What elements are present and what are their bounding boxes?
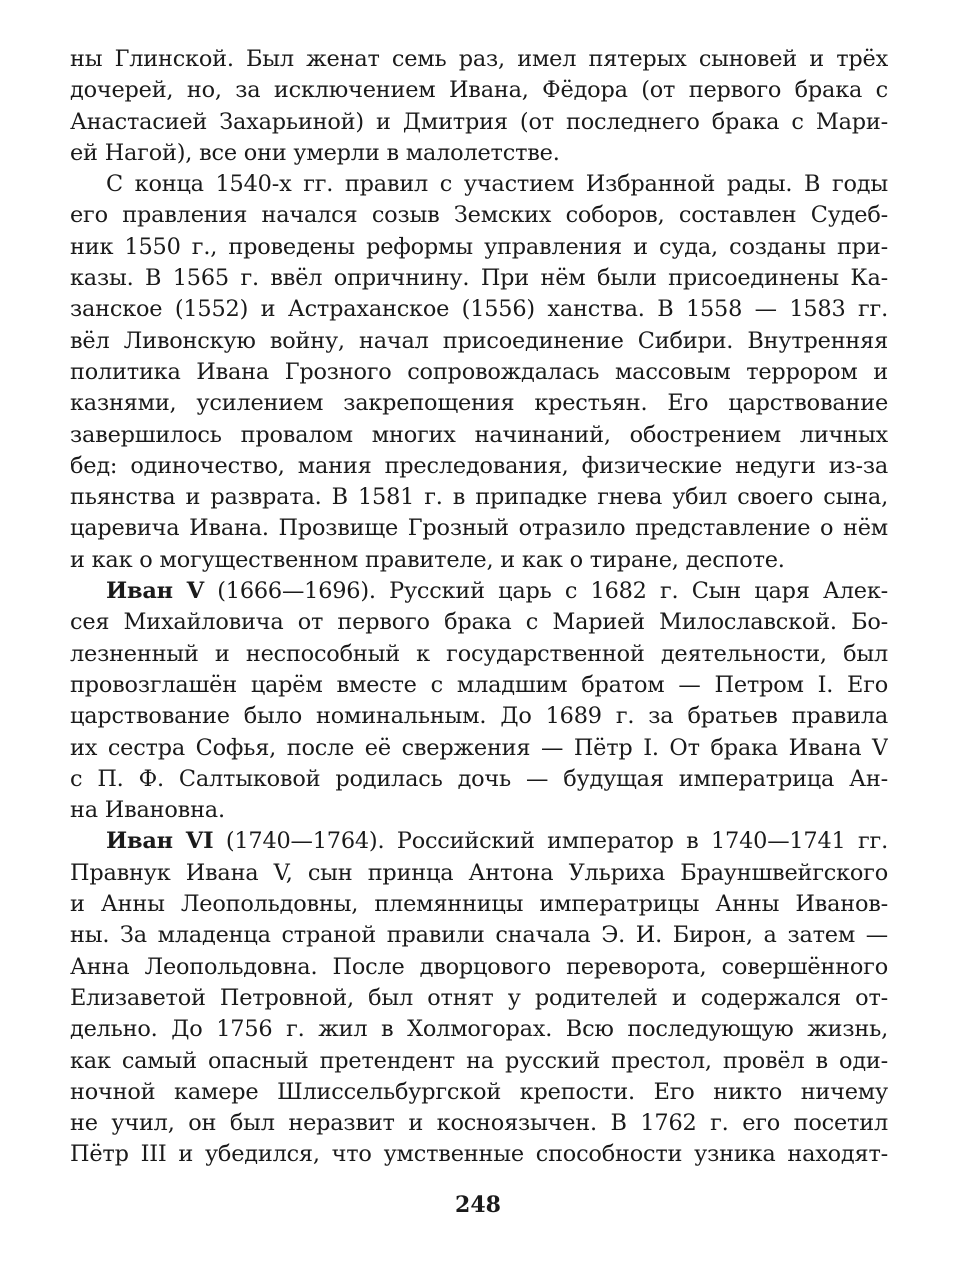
text-line: на Ивановна.	[70, 797, 225, 824]
text-line: Елизаветой Петровной, был отнят у родителей и содержался от-	[70, 984, 888, 1011]
paragraph-ivan-v	[70, 576, 888, 826]
text-line	[70, 576, 888, 607]
text-line: занское (1552) и Астраханское (1556) ханства. В 1558 — 1583 гг.	[70, 296, 888, 323]
text-line: их сестра Софья, после её свержения — Пётр I. От брака Ивана V	[70, 734, 888, 761]
text-line: и как о могущественном правителе, и как о тиране, деспоте.	[70, 546, 785, 573]
text-line: с П. Ф. Салтыковой родилась дочь — будущая императрица Ан-	[70, 765, 888, 792]
text-line-rest: (1666—1696). Русский царь с 1682 г. Сын царя Алек-	[203, 578, 888, 605]
text-line: не учил, он был неразвит и косноязычен. В 1762 г. его посетил	[70, 1110, 888, 1137]
text-line: Анастасией Захарьиной) и Дмитрия (от последнего брака с Мари-	[70, 108, 888, 135]
paragraph-ivan-vi	[70, 826, 888, 1170]
text-line: ночной камере Шлиссельбургской крепости. Его никто ничему	[70, 1078, 888, 1105]
text-line: вёл Ливонскую войну, начал присоединение Сибири. Внутренняя	[70, 327, 888, 354]
text-line: дочерей, но, за исключением Ивана, Фёдора (от первого брака с	[70, 77, 888, 104]
text-line: ей Нагой), все они умерли в малолетстве.	[70, 139, 560, 166]
text-line: С конца 1540-х гг. правил с участием Избранной рады. В годы	[106, 171, 888, 198]
text-line: ник 1550 г., проведены реформы управления и суда, созданы при-	[70, 233, 888, 260]
entry-heading-ivan-v: Иван V	[106, 578, 204, 605]
text-line: лезненный и неспособный к государственной деятельности, был	[70, 640, 888, 667]
text-line: дельно. До 1756 г. жил в Холмогорах. Всю последующую жизнь,	[70, 1016, 888, 1043]
text-line: Правнук Ивана V, сын принца Антона Ульриха Брауншвейгского	[70, 859, 888, 886]
text-line: бед: одиночество, мания преследования, физические недуги из-за	[70, 452, 888, 479]
text-line	[70, 826, 888, 857]
text-line: и Анны Леопольдовны, племянницы императрицы Анны Иванов-	[70, 891, 888, 918]
text-line: завершилось провалом многих начинаний, обострением личных	[70, 421, 888, 448]
text-line-rest: (1740—1764). Российский император в 1740—1741 гг.	[213, 828, 888, 855]
entry-heading-ivan-vi: Иван VI	[106, 828, 214, 855]
page-number: 248	[455, 1192, 501, 1218]
text-line: пьянства и разврата. В 1581 г. в припадке гнева убил своего сына,	[70, 484, 888, 511]
text-line: ны Глинской. Был женат семь раз, имел пятерых сыновей и трёх	[70, 46, 888, 72]
text-line: царствование было номинальным. До 1689 г. за братьев правила	[70, 703, 888, 730]
text-line: провозглашён царём вместе с младшим братом — Петром I. Его	[70, 671, 888, 698]
text-line: казы. В 1565 г. ввёл опричнину. При нём были присоединены Ка-	[70, 265, 888, 292]
text-line: Анна Леопольдовна. После дворцового переворота, совершённого	[70, 953, 888, 980]
text-line: ны. За младенца страной правили сначала Э. И. Бирон, а затем —	[70, 922, 888, 949]
book-page	[70, 44, 888, 1171]
text-line: Пётр III и убедился, что умственные способности узника находят-	[70, 1141, 888, 1168]
text-line: казнями, усилением закрепощения крестьян. Его царствование	[70, 390, 888, 417]
text-line: как самый опасный претендент на русский престол, провёл в оди-	[70, 1047, 888, 1074]
text-line: сея Михайловича от первого брака с Марией Милославской. Бо-	[70, 609, 888, 636]
text-line: политика Ивана Грозного сопровождалась массовым террором и	[70, 358, 888, 385]
text-line: царевича Ивана. Прозвище Грозный отразило представление о нём	[70, 515, 888, 542]
paragraph-ivan-iv-reign	[70, 169, 888, 576]
paragraph-ivan-iv-continuation	[70, 44, 888, 169]
text-line: его правления начался созыв Земских соборов, составлен Судеб-	[70, 202, 888, 229]
